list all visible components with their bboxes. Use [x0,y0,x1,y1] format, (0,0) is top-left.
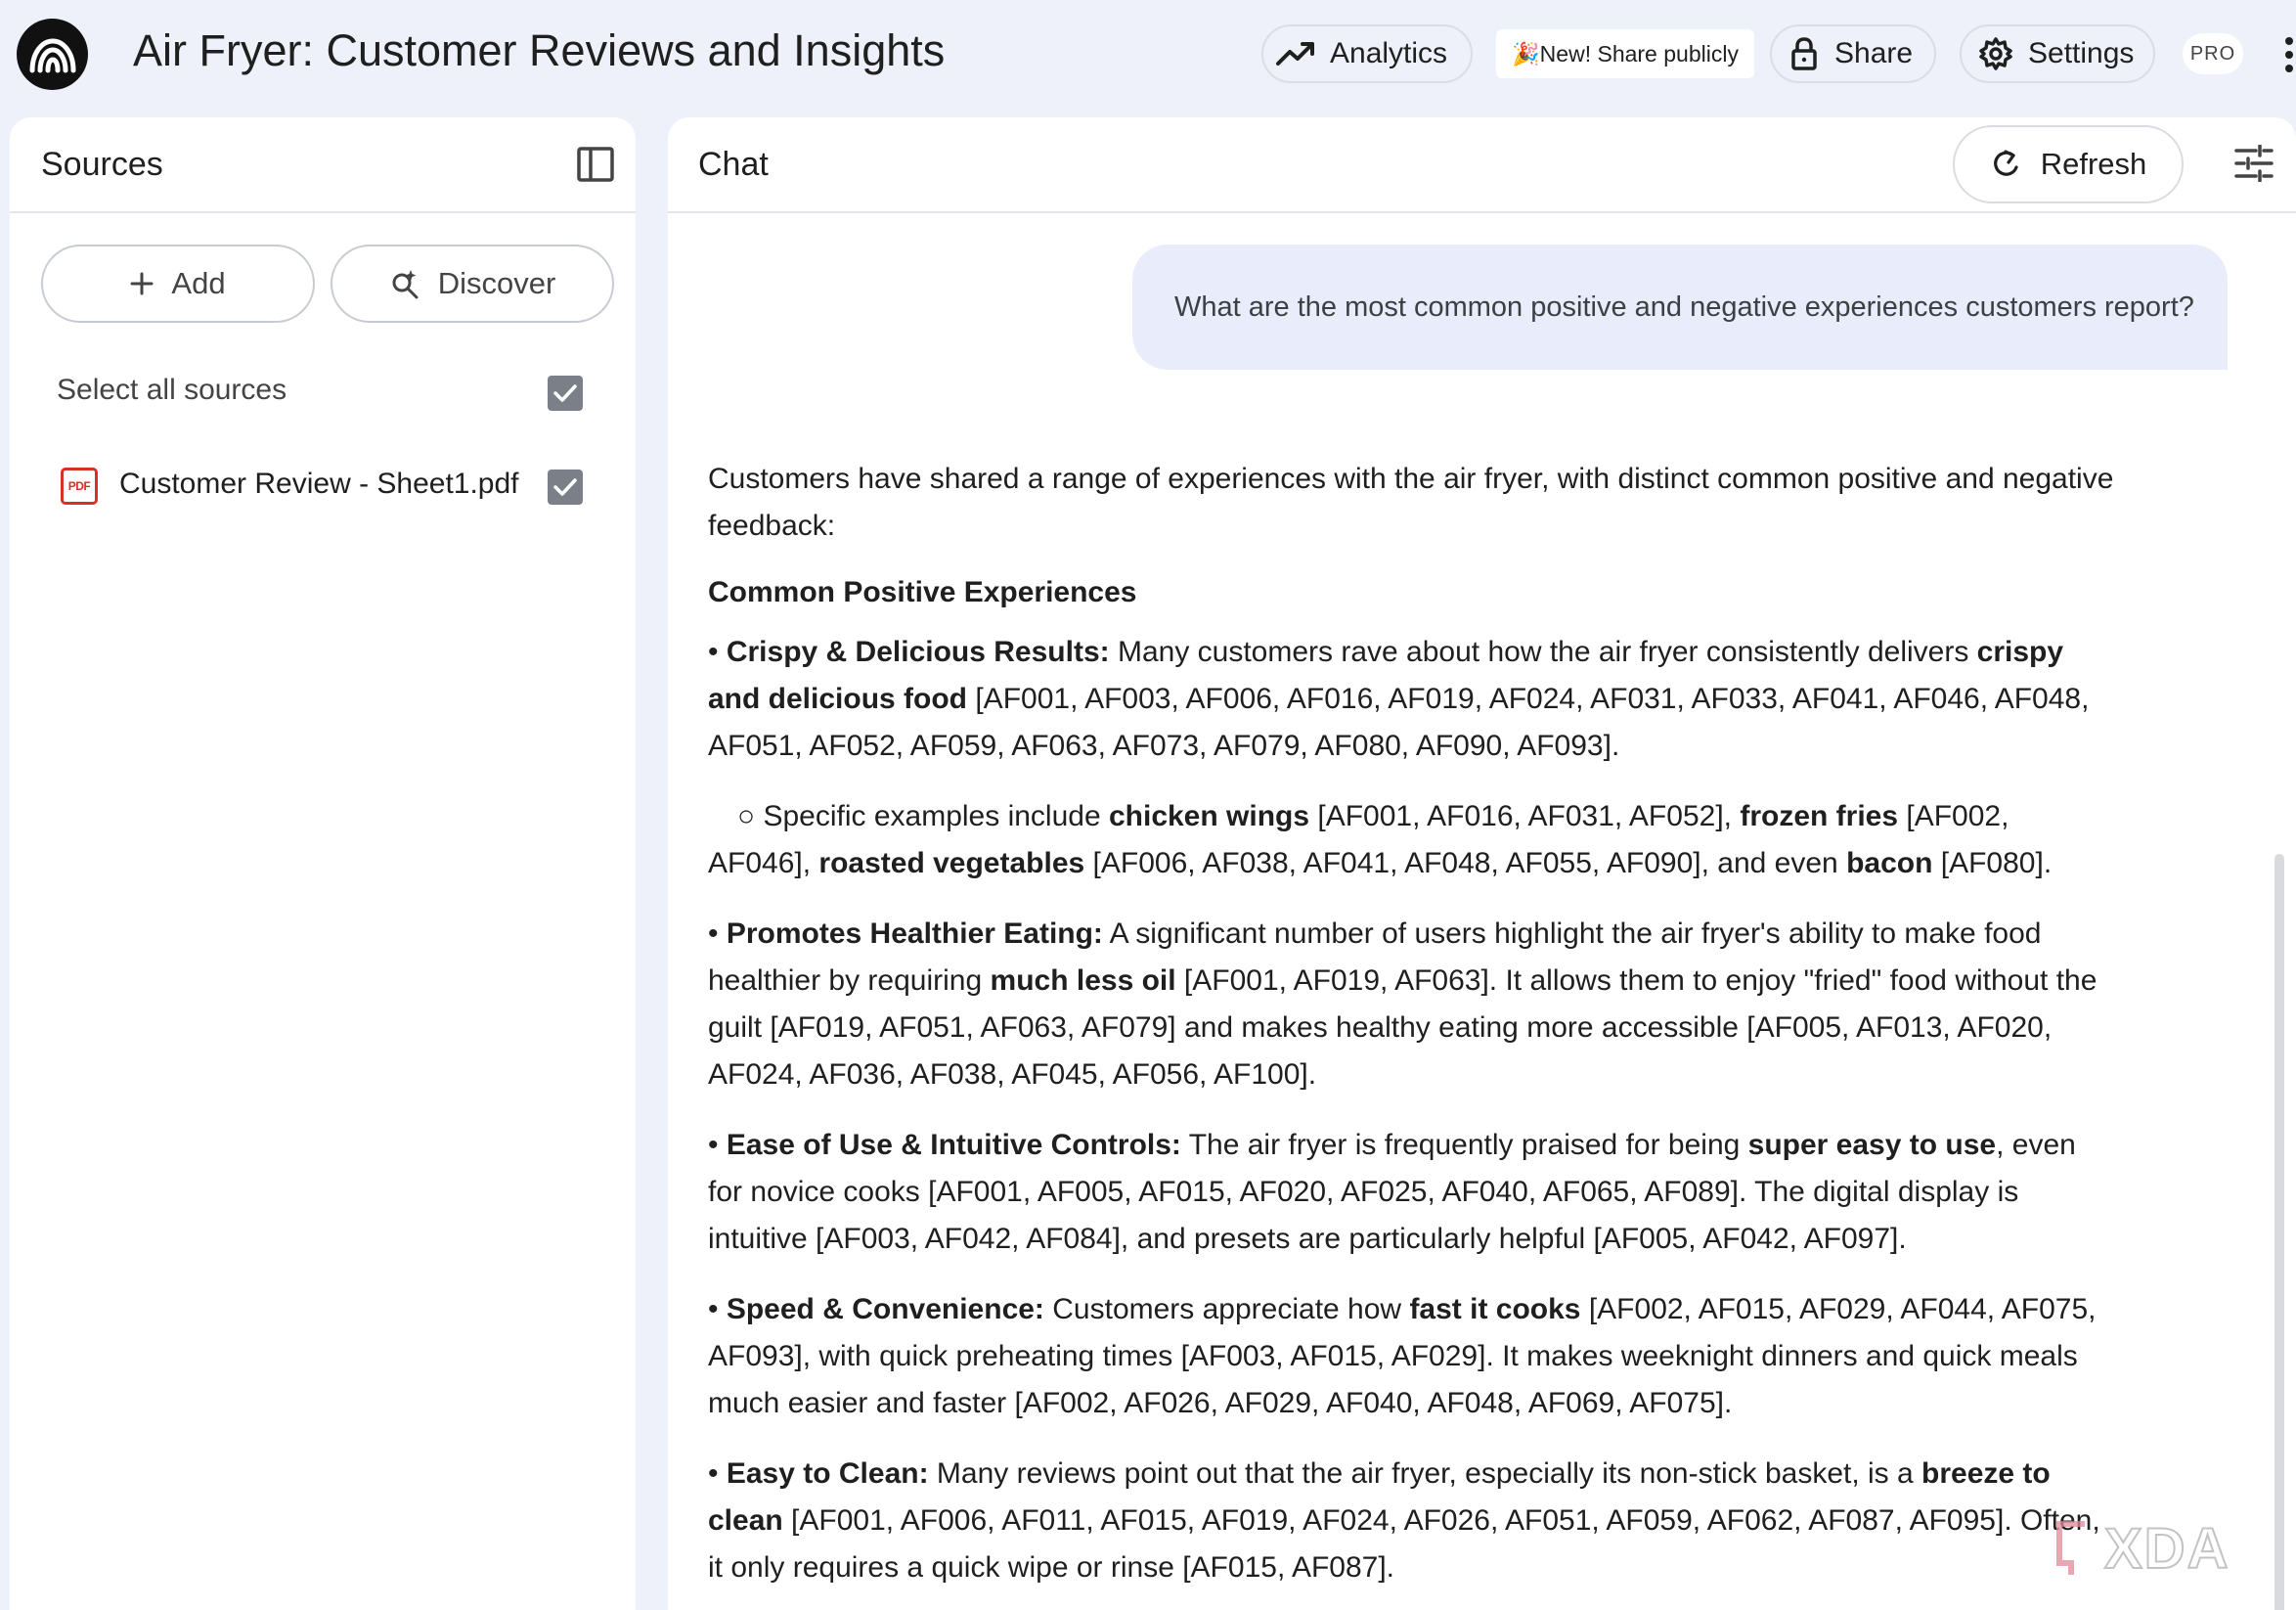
select-all-checkbox[interactable] [548,376,583,411]
settings-button[interactable] [1960,24,2155,83]
more-vert-icon[interactable] [2282,35,2296,74]
assistant-response [708,456,2116,1610]
check-icon [552,382,578,404]
pro-badge[interactable]: PRO [2183,33,2243,74]
sources-panel [10,117,636,1610]
answer-intro: Customers have shared a range of experiences with the air fryer, with distinct common positive and negative feedback: [708,463,2114,542]
sources-title: Sources [41,145,163,183]
settings-label: Settings [2028,37,2135,69]
chat-panel [668,117,2296,1610]
answer-bullet-ease: • Ease of Use & Intuitive Controls: The air fryer is frequently praised for being super easy to use, even for novice cooks [AF001, AF005, AF015, AF020, AF025, AF040, AF065, AF089]. The digital display is intuitive [AF003, AF042, AF084], and presets are particularly helpful [AF005, AF042, AF097]. [708,1129,2076,1255]
answer-heading: Common Positive Experiences [708,576,1137,608]
answer-bullet-clean: • Easy to Clean: Many reviews point out that the air fryer, especially its non-stick basket, is a breeze to clean [AF001, AF006, AF011, AF015, AF019, AF024, AF026, AF051, AF059, AF062, AF087, AF095]. Often, it only requires a quick wipe or rinse [AF015, AF087]. [708,1457,2100,1584]
add-source-button[interactable] [41,245,315,323]
answer-sub-examples: ○ Specific examples include chicken wings [AF001, AF016, AF031, AF052], frozen fries [AF002, AF046], roasted vegetables [AF006, AF038, AF041, AF048, AF055, AF090], and even bacon [AF080]. [708,800,2053,879]
answer-bullet-crispy: • Crispy & Delicious Results: Many customers rave about how the air fryer consistently delivers crispy and delicious food [AF001, AF003, AF006, AF016, AF019, AF024, AF031, AF033, AF041, AF046, AF048, AF051, AF052, AF059, AF063, AF073, AF079, AF080, AF090, AF093]. [708,636,2090,762]
share-publicly-button[interactable]: 🎉New! Share publicly [1496,29,1754,78]
chat-title: Chat [698,145,769,183]
pdf-file-icon: PDF [61,468,98,505]
chat-header [668,117,2296,213]
top-bar [0,0,2296,110]
notebook-title[interactable]: Air Fryer: Customer Reviews and Insights [133,25,946,75]
answer-bullet-speed: • Speed & Convenience: Customers appreciate how fast it cooks [AF002, AF015, AF029, AF044, AF075, AF093], with quick preheating times [AF003, AF015, AF029]. It makes weeknight dinners and quick meals much easier and faster [AF002, AF026, AF029, AF040, AF048, AF069, AF075]. [708,1293,2097,1419]
refresh-button[interactable] [1953,125,2184,203]
gear-icon [1979,37,2012,70]
collapse-panel-icon[interactable] [577,147,614,182]
trending-up-icon [1275,39,1316,68]
search-sparkle-icon [389,268,420,299]
refresh-icon [1990,148,2023,181]
notebooklm-logo-icon[interactable] [17,19,88,90]
discover-label: Discover [437,266,556,300]
select-all-label: Select all sources [57,374,287,406]
source-item-checkbox[interactable] [548,470,583,505]
share-label: Share [1834,37,1914,69]
plus-icon [130,272,154,295]
chat-messages[interactable] [668,213,2296,1610]
analytics-button[interactable] [1261,24,1473,83]
add-label: Add [171,266,226,300]
watermark-text: XDA [2104,1516,2230,1581]
discover-sources-button[interactable] [331,245,614,323]
source-item-name[interactable]: Customer Review - Sheet1.pdf [119,468,519,500]
check-icon [552,476,578,498]
user-message: What are the most common positive and negative experiences customers report? [1132,245,2228,370]
sources-header [10,117,636,213]
tune-settings-icon[interactable] [2234,145,2274,182]
xda-watermark [2052,1514,2286,1583]
answer-bullet-healthier: • Promotes Healthier Eating: A significant number of users highlight the air fryer's ability to make food healthier by requiring much less oil [AF001, AF019, AF063]. It allows them to enjoy "fried" food without the guilt [AF019, AF051, AF063, AF079] and makes healthy eating more accessible [AF005, AF013, AF020, AF024, AF036, AF038, AF045, AF056, AF100]. [708,917,2097,1091]
lock-icon [1791,37,1817,70]
share-button[interactable] [1770,24,1936,83]
analytics-label: Analytics [1330,37,1448,69]
refresh-label: Refresh [2040,147,2147,181]
chat-scrollbar[interactable] [2274,854,2284,1610]
xda-logo-icon [2052,1518,2097,1579]
